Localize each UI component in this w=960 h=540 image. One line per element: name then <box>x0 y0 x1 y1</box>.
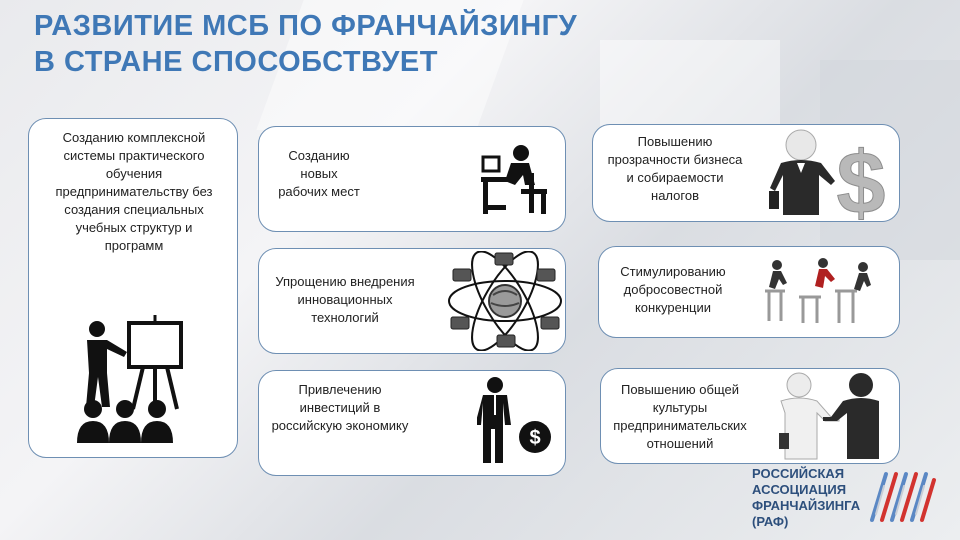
hurdle-race-icon <box>759 251 879 333</box>
svg-text:$: $ <box>836 133 886 221</box>
raf-logo-icon <box>868 466 938 524</box>
title-line-2: В СТРАНЕ СПОСОБСТВУЕТ <box>34 46 438 78</box>
card-transparency-text: Повышению прозрачности бизнеса и собираемости налогов <box>607 134 743 203</box>
card-investment <box>258 370 566 476</box>
card-jobs <box>258 126 566 232</box>
network-globe-icon <box>445 251 565 351</box>
raf-logo-text: РОССИЙСКАЯ АССОЦИАЦИЯ ФРАНЧАЙЗИНГА (РАФ) <box>752 466 861 529</box>
businessman-dollar-sign-icon <box>765 127 897 221</box>
svg-text:$: $ <box>529 427 541 449</box>
title-line-1: РАЗВИТИЕ МСБ ПО ФРАНЧАЙЗИНГУ <box>34 10 578 42</box>
card-culture-text: Повышению общей культуры предпринимательских отношений <box>613 382 747 451</box>
card-competition-text: Стимулированию добросовестной конкуренции <box>620 264 726 315</box>
card-education-text: Созданию комплексной системы практического обучения предпринимательству без создания специальных учебных структур и программ <box>55 130 213 253</box>
card-transparency <box>592 124 900 222</box>
card-education <box>28 118 238 458</box>
businessman-dollar-icon <box>477 375 557 471</box>
card-competition <box>598 246 900 338</box>
office-worker-icon <box>481 143 551 217</box>
page-title <box>34 8 577 80</box>
presenter-icon <box>73 313 193 443</box>
handshake-icon <box>767 371 895 461</box>
card-investment-text: Привлечению инвестиций в российскую экономику <box>271 382 409 433</box>
card-culture <box>600 368 900 464</box>
card-jobs-text: Созданию новых рабочих мест <box>278 148 360 199</box>
card-innovation-text: Упрощению внедрения инновационных технологий <box>275 274 415 325</box>
card-innovation <box>258 248 566 354</box>
